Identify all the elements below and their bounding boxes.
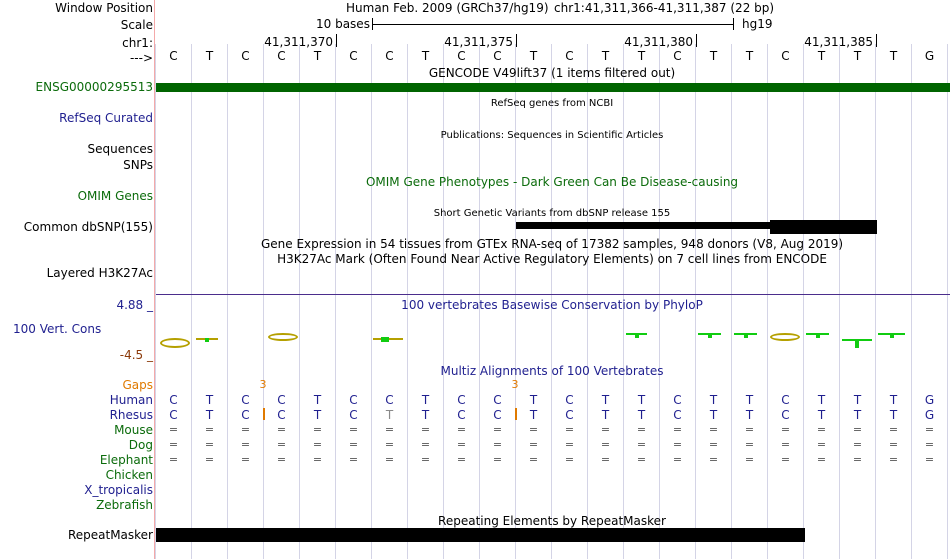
mouse-match-symbol: =	[564, 423, 575, 436]
rhesus-base: T	[637, 408, 646, 422]
grid-line	[947, 44, 948, 559]
base-letter: C	[349, 49, 358, 63]
gencode-track-title: GENCODE V49lift37 (1 items filtered out)	[428, 66, 676, 80]
dog-match-symbol: =	[672, 438, 683, 451]
position-text: chr1:41,311,366-41,311,387 (22 bp)	[554, 1, 775, 15]
mouse-match-symbol: =	[600, 423, 611, 436]
rhesus-base: C	[565, 408, 574, 422]
coordinate-tick	[696, 34, 697, 47]
base-letter: C	[385, 49, 394, 63]
mouse-match-symbol: =	[384, 423, 395, 436]
dog-match-symbol: =	[348, 438, 359, 451]
species-label-zebrafish: Zebrafish	[96, 498, 153, 512]
elephant-match-symbol: =	[672, 453, 683, 466]
phylop-negative-score	[160, 338, 190, 348]
coordinate-tick	[516, 34, 517, 47]
grid-line	[371, 44, 372, 559]
rhesus-base: T	[529, 408, 538, 422]
base-letter: C	[565, 49, 574, 63]
elephant-match-symbol: =	[924, 453, 935, 466]
phylop-positive-score	[855, 339, 859, 348]
base-letter: C	[169, 49, 178, 63]
elephant-match-symbol: =	[348, 453, 359, 466]
coordinate-label: 41,311,385	[804, 35, 873, 49]
dog-match-symbol: =	[276, 438, 287, 451]
elephant-match-symbol: =	[240, 453, 251, 466]
elephant-match-symbol: =	[780, 453, 791, 466]
species-label-x-tropicalis: X_tropicalis	[84, 483, 153, 497]
human-base: C	[457, 393, 466, 407]
human-base: C	[673, 393, 682, 407]
grid-line	[299, 44, 300, 559]
species-label-dog: Dog	[128, 438, 153, 452]
dog-match-symbol: =	[312, 438, 323, 451]
gtex-track-title: Gene Expression in 54 tissues from GTEx RNA-seq of 17382 samples, 948 donors (V8, Aug 2019)	[260, 237, 844, 251]
dog-match-symbol: =	[204, 438, 215, 451]
mouse-match-symbol: =	[528, 423, 539, 436]
base-letter: C	[241, 49, 250, 63]
dog-match-symbol: =	[168, 438, 179, 451]
base-letter: T	[205, 49, 214, 63]
human-base: C	[169, 393, 178, 407]
base-letter: G	[924, 49, 935, 63]
multiz-track-title: Multiz Alignments of 100 Vertebrates	[440, 364, 664, 378]
publications-track-label[interactable]: Sequences	[87, 142, 153, 156]
species-label-human: Human	[109, 393, 153, 407]
elephant-match-symbol: =	[888, 453, 899, 466]
assembly-text: Human Feb. 2009 (GRCh37/hg19)	[346, 1, 549, 15]
rhesus-base: T	[817, 408, 826, 422]
dog-match-symbol: =	[780, 438, 791, 451]
base-letter: T	[313, 49, 322, 63]
mouse-match-symbol: =	[312, 423, 323, 436]
elephant-match-symbol: =	[528, 453, 539, 466]
rhesus-base: G	[924, 408, 935, 422]
elephant-match-symbol: =	[276, 453, 287, 466]
phylop-positive-score	[205, 338, 209, 342]
elephant-match-symbol: =	[636, 453, 647, 466]
dog-match-symbol: =	[420, 438, 431, 451]
rhesus-base: C	[493, 408, 502, 422]
elephant-match-symbol: =	[852, 453, 863, 466]
human-base: T	[529, 393, 538, 407]
rhesus-base: T	[709, 408, 718, 422]
coordinate-label: 41,311,370	[264, 35, 333, 49]
base-letter: T	[601, 49, 610, 63]
dog-match-symbol: =	[744, 438, 755, 451]
dog-match-symbol: =	[492, 438, 503, 451]
mouse-match-symbol: =	[924, 423, 935, 436]
gencode-item-label[interactable]: ENSG00000295513	[35, 80, 153, 94]
base-letter: C	[493, 49, 502, 63]
elephant-match-symbol: =	[420, 453, 431, 466]
base-letter: T	[745, 49, 754, 63]
rhesus-base: C	[241, 408, 250, 422]
mouse-match-symbol: =	[852, 423, 863, 436]
mouse-match-symbol: =	[348, 423, 359, 436]
strand-arrow-label: --->	[129, 51, 153, 65]
phylop-positive-score	[708, 333, 712, 338]
elephant-match-symbol: =	[744, 453, 755, 466]
base-letter: T	[889, 49, 898, 63]
rhesus-base: T	[205, 408, 214, 422]
human-base: T	[601, 393, 610, 407]
h3k27ac-baseline	[156, 294, 950, 295]
coordinate-label: 41,311,380	[624, 35, 693, 49]
phylop-negative-score	[770, 333, 800, 341]
grid-line	[911, 44, 912, 559]
base-letter: T	[529, 49, 538, 63]
coordinate-tick	[336, 34, 337, 47]
mouse-match-symbol: =	[816, 423, 827, 436]
mouse-match-symbol: =	[456, 423, 467, 436]
human-base: T	[421, 393, 430, 407]
scale-right-text: hg19	[742, 17, 773, 31]
phylop-positive-score	[890, 333, 894, 338]
snps-track-label[interactable]: SNPs	[123, 158, 153, 172]
window-position-label: Window Position	[55, 1, 153, 15]
dbsnp-feature-thin[interactable]	[516, 222, 771, 229]
h3k27ac-track-title: H3K27Ac Mark (Often Found Near Active Regulatory Elements) on 7 cell lines from ENCODE	[277, 252, 827, 266]
elephant-match-symbol: =	[492, 453, 503, 466]
phylop-positive-score	[381, 337, 389, 342]
mouse-match-symbol: =	[168, 423, 179, 436]
elephant-match-symbol: =	[204, 453, 215, 466]
dbsnp-track-title: Short Genetic Variants from dbSNP release 155	[433, 208, 671, 219]
species-label-rhesus: Rhesus	[109, 408, 153, 422]
rhesus-base: T	[421, 408, 430, 422]
base-letter: T	[709, 49, 718, 63]
gaps-label: Gaps	[122, 378, 153, 392]
grid-line	[191, 44, 192, 559]
scale-bar-right-tick	[733, 18, 734, 30]
gap-insert-marker-2	[515, 408, 517, 420]
human-base: C	[277, 393, 286, 407]
rhesus-base: C	[169, 408, 178, 422]
mouse-match-symbol: =	[744, 423, 755, 436]
h3k27ac-track-label[interactable]: Layered H3K27Ac	[46, 266, 153, 280]
rhesus-base: T	[601, 408, 610, 422]
coordinate-label: 41,311,375	[444, 35, 513, 49]
human-base: T	[817, 393, 826, 407]
dbsnp-track-label[interactable]: Common dbSNP(155)	[23, 220, 153, 234]
coordinate-tick	[876, 34, 877, 47]
base-letter: C	[673, 49, 682, 63]
rhesus-base: C	[781, 408, 790, 422]
dog-match-symbol: =	[384, 438, 395, 451]
phylop-track-title: 100 vertebrates Basewise Conservation by PhyloP	[401, 298, 703, 312]
mouse-match-symbol: =	[888, 423, 899, 436]
repeatmasker-element-bar[interactable]	[156, 528, 805, 542]
phylop-positive-score	[635, 333, 639, 338]
grid-line	[803, 44, 804, 559]
elephant-match-symbol: =	[564, 453, 575, 466]
refseq-track-title: RefSeq genes from NCBI	[490, 98, 614, 109]
dog-match-symbol: =	[564, 438, 575, 451]
grid-line	[767, 44, 768, 559]
human-base: C	[781, 393, 790, 407]
chrom-label: chr1:	[122, 36, 153, 50]
repeatmasker-track-title: Repeating Elements by RepeatMasker	[438, 514, 666, 528]
mouse-match-symbol: =	[492, 423, 503, 436]
grid-line	[839, 44, 840, 559]
human-base: G	[924, 393, 935, 407]
human-base: C	[349, 393, 358, 407]
human-base: T	[853, 393, 862, 407]
omim-track-title: OMIM Gene Phenotypes - Dark Green Can Be Disease-causing	[365, 175, 739, 189]
human-base: C	[385, 393, 394, 407]
human-base: T	[709, 393, 718, 407]
rhesus-base: C	[349, 408, 358, 422]
phylop-negative-score	[268, 333, 298, 341]
rhesus-base: T	[385, 408, 394, 422]
scale-left-text: 10 bases	[316, 17, 370, 31]
rhesus-base: T	[313, 408, 322, 422]
human-base: T	[205, 393, 214, 407]
mouse-match-symbol: =	[672, 423, 683, 436]
grid-line	[335, 44, 336, 559]
dog-match-symbol: =	[528, 438, 539, 451]
omim-track-label[interactable]: OMIM Genes	[77, 189, 153, 203]
refseq-track-label[interactable]: RefSeq Curated	[59, 111, 153, 125]
elephant-match-symbol: =	[456, 453, 467, 466]
human-base: T	[745, 393, 754, 407]
mouse-match-symbol: =	[420, 423, 431, 436]
dog-match-symbol: =	[888, 438, 899, 451]
dog-match-symbol: =	[816, 438, 827, 451]
elephant-match-symbol: =	[600, 453, 611, 466]
grid-line	[227, 44, 228, 559]
human-base: C	[565, 393, 574, 407]
base-letter: C	[457, 49, 466, 63]
species-label-mouse: Mouse	[114, 423, 153, 437]
base-letter: C	[781, 49, 790, 63]
gap-count-1: 3	[259, 378, 267, 391]
dog-match-symbol: =	[240, 438, 251, 451]
scale-bar	[372, 24, 734, 25]
grid-line	[155, 44, 156, 559]
human-base: C	[241, 393, 250, 407]
rhesus-base: C	[457, 408, 466, 422]
dog-match-symbol: =	[636, 438, 647, 451]
dbsnp-feature-thick[interactable]	[770, 220, 877, 234]
mouse-match-symbol: =	[636, 423, 647, 436]
dog-match-symbol: =	[852, 438, 863, 451]
species-label-chicken: Chicken	[105, 468, 153, 482]
mouse-match-symbol: =	[708, 423, 719, 436]
grid-line	[875, 44, 876, 559]
elephant-match-symbol: =	[312, 453, 323, 466]
phylop-positive-score	[816, 333, 820, 338]
dog-match-symbol: =	[600, 438, 611, 451]
human-base: T	[889, 393, 898, 407]
gap-insert-marker-1	[263, 408, 265, 420]
mouse-match-symbol: =	[240, 423, 251, 436]
gencode-gene-bar[interactable]	[156, 83, 950, 92]
human-base: C	[493, 393, 502, 407]
dog-match-symbol: =	[456, 438, 467, 451]
base-letter: T	[817, 49, 826, 63]
phylop-track-label[interactable]: 100 Vert. Cons	[13, 322, 102, 336]
rhesus-base: T	[853, 408, 862, 422]
elephant-match-symbol: =	[708, 453, 719, 466]
elephant-match-symbol: =	[168, 453, 179, 466]
gap-count-2: 3	[511, 378, 519, 391]
repeatmasker-track-label[interactable]: RepeatMasker	[67, 528, 153, 542]
mouse-match-symbol: =	[204, 423, 215, 436]
elephant-match-symbol: =	[384, 453, 395, 466]
grid-line	[731, 44, 732, 559]
phylop-min-label: -4.5 _	[119, 348, 153, 362]
dog-match-symbol: =	[924, 438, 935, 451]
publications-track-title: Publications: Sequences in Scientific Articles	[440, 130, 664, 141]
grid-line	[263, 44, 264, 559]
rhesus-base: C	[277, 408, 286, 422]
rhesus-base: T	[745, 408, 754, 422]
species-label-elephant: Elephant	[99, 453, 153, 467]
phylop-max-label: 4.88 _	[116, 298, 153, 312]
mouse-match-symbol: =	[780, 423, 791, 436]
base-letter: T	[637, 49, 646, 63]
scale-label: Scale	[120, 18, 153, 32]
mouse-match-symbol: =	[276, 423, 287, 436]
human-base: T	[313, 393, 322, 407]
rhesus-base: C	[673, 408, 682, 422]
base-letter: C	[277, 49, 286, 63]
human-base: T	[637, 393, 646, 407]
base-letter: T	[853, 49, 862, 63]
rhesus-base: T	[889, 408, 898, 422]
phylop-positive-score	[744, 333, 748, 338]
base-letter: T	[421, 49, 430, 63]
elephant-match-symbol: =	[816, 453, 827, 466]
dog-match-symbol: =	[708, 438, 719, 451]
